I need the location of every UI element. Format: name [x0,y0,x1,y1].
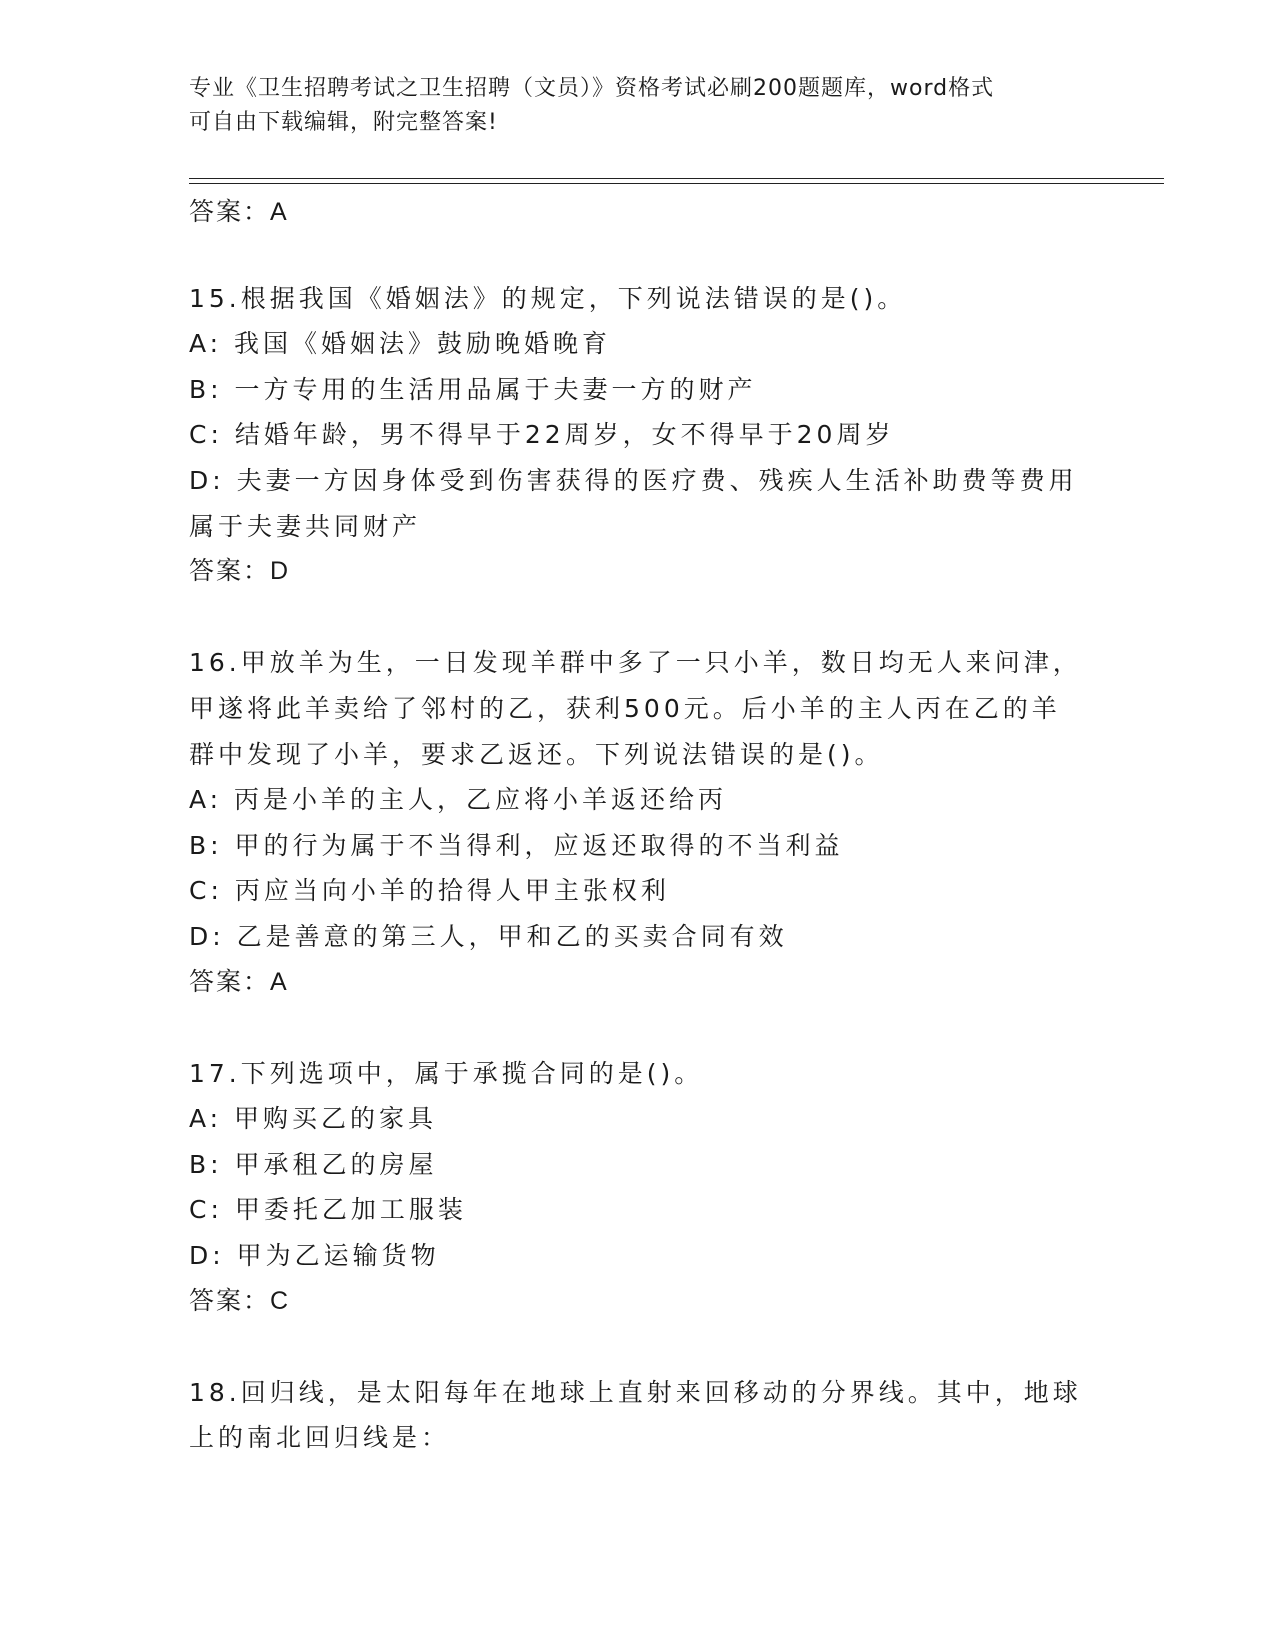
option-c: C: 甲委托乙加工服装 [189,1195,467,1225]
option-c: C: 结婚年龄，男不得早于22周岁，女不得早于20周岁 [189,420,895,450]
question-stem: 17.下列选项中，属于承揽合同的是()。 [189,1058,704,1088]
question-17 [189,1051,1089,1325]
option-b: B: 一方专用的生活用品属于夫妻一方的财产 [189,374,757,404]
document-header [189,72,1089,140]
header-line-2: 可自由下载编辑，附完整答案! [189,110,498,135]
question-stem: 15.根据我国《婚姻法》的规定，下列说法错误的是()。 [189,283,907,313]
option-d: D: 乙是善意的第三人，甲和乙的买卖合同有效 [189,921,788,951]
question-stem-continued: 上的南北回归线是： [189,1423,451,1453]
option-a: A: 我国《婚姻法》鼓励晚婚晚育 [189,329,612,359]
answer-previous: 答案：A [189,198,289,226]
answer: 答案：D [189,557,291,586]
option-a: A: 丙是小羊的主人，乙应将小羊返还给丙 [189,785,728,815]
option-a: A: 甲购买乙的家具 [189,1104,438,1134]
answer: 答案：A [189,967,289,996]
option-c: C: 丙应当向小羊的拾得人甲主张权利 [189,876,670,906]
header-line-1: 专业《卫生招聘考试之卫生招聘（文员）》资格考试必刷200题题库，word格式 [189,76,995,101]
question-stem: 18.回归线，是太阳每年在地球上直射来回移动的分界线。其中，地球 [189,1377,1082,1407]
question-16 [189,640,1089,1005]
option-d: D: 夫妻一方因身体受到伤害获得的医疗费、残疾人生活补助费等费用 [189,465,1078,495]
question-18 [189,1370,1089,1461]
question-list [189,190,1089,1461]
header-divider-bottom [189,183,1164,184]
question-15 [189,276,1089,595]
option-b: B: 甲承租乙的房屋 [189,1149,438,1179]
option-d: D: 甲为乙运输货物 [189,1241,440,1271]
header-divider-top [189,178,1164,179]
question-stem-continued: 群中发现了小羊，要求乙返还。下列说法错误的是()。 [189,739,884,769]
answer: 答案：C [189,1286,291,1315]
option-b: B: 甲的行为属于不当得利，应返还取得的不当利益 [189,830,844,860]
option-d-continued: 属于夫妻共同财产 [189,511,422,541]
question-stem-continued: 甲遂将此羊卖给了邻村的乙，获利500元。后小羊的主人丙在乙的羊 [189,693,1061,723]
question-stem: 16.甲放羊为生，一日发现羊群中多了一只小羊，数日均无人来问津， [189,648,1082,678]
